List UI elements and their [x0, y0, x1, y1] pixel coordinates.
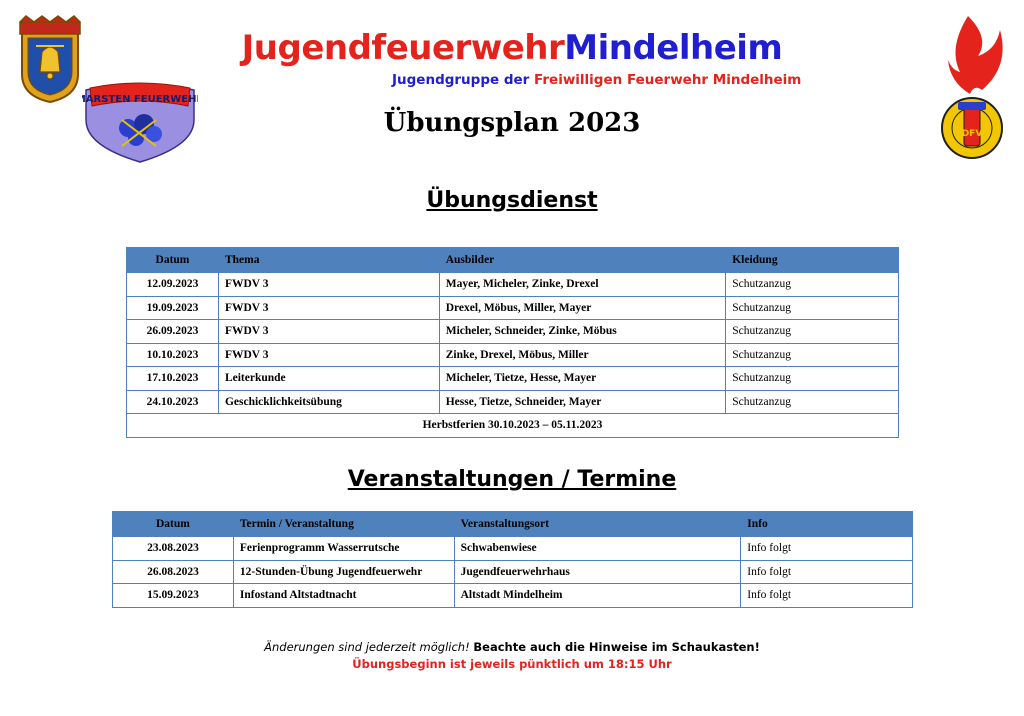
footer-changes-note: Änderungen sind jederzeit möglich!: [264, 640, 474, 654]
column-header-info: Info: [741, 512, 913, 537]
plan-title: Übungsplan 2023: [383, 108, 641, 138]
cell-datum: 24.10.2023: [127, 390, 219, 414]
subtitle-part1: Jugendgruppe der: [392, 72, 535, 88]
cell-kleidung: Schutzanzug: [726, 320, 899, 344]
veranstaltungen-table: [112, 511, 913, 608]
table-header-row: [113, 512, 913, 537]
cell-termin: 12-Stunden-Übung Jugendfeuerwehr: [233, 560, 454, 584]
holiday-row: [127, 414, 899, 438]
table-row: [127, 296, 899, 320]
table-header-row: [127, 248, 899, 273]
cell-termin: Ferienprogramm Wasserrutsche: [233, 537, 454, 561]
cell-ausbilder: Zinke, Drexel, Möbus, Miller: [439, 343, 725, 367]
cell-kleidung: Schutzanzug: [726, 296, 899, 320]
dfv-letters: DFV: [961, 129, 983, 139]
table-row: [127, 367, 899, 391]
table-row: [127, 343, 899, 367]
table-row: [113, 584, 913, 608]
cell-kleidung: Schutzanzug: [726, 390, 899, 414]
cell-ausbilder: Micheler, Schneider, Zinke, Möbus: [439, 320, 725, 344]
table-row: [127, 320, 899, 344]
holiday-note: Herbstferien 30.10.2023 – 05.11.2023: [127, 414, 899, 438]
veranstaltungen-heading: Veranstaltungen / Termine: [347, 467, 677, 492]
badge-text: MARSTEN FEUERWEHR: [82, 94, 198, 105]
page-subtitle: [392, 72, 801, 88]
cell-datum: 26.08.2023: [113, 560, 234, 584]
column-header-kleidung: Kleidung: [726, 248, 899, 273]
cell-datum: 12.09.2023: [127, 273, 219, 297]
cell-ort: Jugendfeuerwehrhaus: [454, 560, 741, 584]
cell-datum: 10.10.2023: [127, 343, 219, 367]
cell-info: Info folgt: [741, 537, 913, 561]
cell-info: Info folgt: [741, 560, 913, 584]
cell-datum: 17.10.2023: [127, 367, 219, 391]
column-header-ausbilder: Ausbilder: [439, 248, 725, 273]
column-header-datum: Datum: [127, 248, 219, 273]
cell-kleidung: Schutzanzug: [726, 367, 899, 391]
table-row: [127, 390, 899, 414]
cell-ausbilder: Mayer, Micheler, Zinke, Drexel: [439, 273, 725, 297]
cell-datum: 19.09.2023: [127, 296, 219, 320]
subtitle-part2: Freiwilligen Feuerwehr Mindelheim: [534, 72, 802, 88]
cell-kleidung: Schutzanzug: [726, 343, 899, 367]
cell-ausbilder: Drexel, Möbus, Miller, Mayer: [439, 296, 725, 320]
cell-kleidung: Schutzanzug: [726, 273, 899, 297]
cell-ausbilder: Micheler, Tietze, Hesse, Mayer: [439, 367, 725, 391]
uebungsdienst-table: [126, 247, 899, 438]
table-row: [113, 560, 913, 584]
column-header-thema: Thema: [218, 248, 439, 273]
table-row: [113, 537, 913, 561]
cell-thema: Leiterkunde: [218, 367, 439, 391]
cell-datum: 23.08.2023: [113, 537, 234, 561]
cell-info: Info folgt: [741, 584, 913, 608]
cell-ausbilder: Hesse, Tietze, Schneider, Mayer: [439, 390, 725, 414]
footer-note: [0, 640, 1024, 654]
cell-termin: Infostand Altstadtnacht: [233, 584, 454, 608]
table-row: [127, 273, 899, 297]
cell-ort: Altstadt Mindelheim: [454, 584, 741, 608]
cell-datum: 26.09.2023: [127, 320, 219, 344]
cell-thema: FWDV 3: [218, 343, 439, 367]
title-part-jugendfeuerwehr: Jugendfeuerwehr: [241, 28, 565, 68]
cell-thema: FWDV 3: [218, 320, 439, 344]
cell-datum: 15.09.2023: [113, 584, 234, 608]
page-title: [0, 28, 1024, 68]
title-part-mindelheim: Mindelheim: [564, 28, 783, 68]
cell-thema: FWDV 3: [218, 296, 439, 320]
cell-thema: Geschicklichkeitsübung: [218, 390, 439, 414]
footer-schaukasten-note: Beachte auch die Hinweise im Schaukasten!: [473, 640, 760, 654]
column-header-termin: Termin / Veranstaltung: [233, 512, 454, 537]
column-header-ort: Veranstaltungsort: [454, 512, 741, 537]
cell-ort: Schwabenwiese: [454, 537, 741, 561]
uebungsdienst-heading: Übungsdienst: [426, 188, 598, 213]
column-header-datum: Datum: [113, 512, 234, 537]
footer-start-time: Übungsbeginn ist jeweils pünktlich um 18:15 Uhr: [352, 657, 672, 671]
cell-thema: FWDV 3: [218, 273, 439, 297]
